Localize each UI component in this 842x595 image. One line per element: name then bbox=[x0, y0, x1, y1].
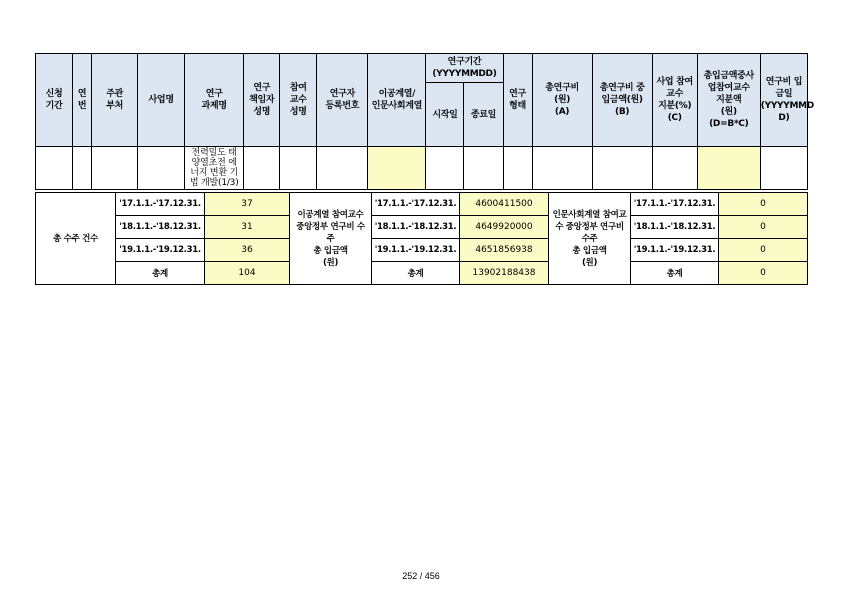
header-prof: 참여 교수 성명 bbox=[280, 54, 317, 147]
header-field: 이공계열/ 인문사회계열 bbox=[368, 54, 426, 147]
header-total-fund: 총연구비 (원) (A) bbox=[532, 54, 592, 147]
hum-total-amount: 0 bbox=[719, 262, 808, 285]
sci-period: '19.1.1.-'19.12.31. bbox=[372, 239, 460, 262]
sci-total-amount: 13902188438 bbox=[460, 262, 549, 285]
summary-row bbox=[36, 239, 808, 262]
cell-total-fund bbox=[532, 147, 592, 190]
sci-total-label: 총계 bbox=[372, 262, 460, 285]
hum-period: '18.1.1.-'18.12.31. bbox=[631, 216, 719, 239]
cell-end bbox=[464, 147, 503, 190]
count-value: 31 bbox=[205, 216, 290, 239]
cell-prof-amount bbox=[697, 147, 760, 190]
sci-period: '17.1.1.-'17.12.31. bbox=[372, 193, 460, 216]
header-no: 연 번 bbox=[73, 54, 92, 147]
header-reg-no: 연구자 등록번호 bbox=[317, 54, 368, 147]
count-period: '17.1.1.-'17.12.31. bbox=[116, 193, 205, 216]
cell-period bbox=[36, 147, 73, 190]
cell-no bbox=[73, 147, 92, 190]
total-count-label: 총 수주 건수 bbox=[36, 193, 116, 285]
header-start: 시작일 bbox=[426, 83, 464, 147]
sci-funding-label: 이공계열 참여교수 중앙정부 연구비 수 주 총 입금액 (원) bbox=[290, 193, 372, 285]
header-type: 연구 형태 bbox=[503, 54, 532, 147]
header-pi: 연구 책임자 성명 bbox=[244, 54, 280, 147]
count-period: '19.1.1.-'19.12.31. bbox=[116, 239, 205, 262]
count-value: 36 bbox=[205, 239, 290, 262]
cell-share bbox=[652, 147, 697, 190]
sci-amount: 4649920000 bbox=[460, 216, 549, 239]
cell-pi bbox=[244, 147, 280, 190]
count-period: '18.1.1.-'18.12.31. bbox=[116, 216, 205, 239]
header-duration: 연구기간 (YYYYMMDD) bbox=[426, 54, 503, 83]
hum-amount: 0 bbox=[719, 239, 808, 262]
table-row bbox=[36, 147, 808, 190]
summary-table bbox=[35, 192, 808, 285]
research-projects-table bbox=[35, 53, 814, 190]
header-end: 종료일 bbox=[464, 83, 503, 147]
hum-amount: 0 bbox=[719, 193, 808, 216]
header-prof-amount: 총입금액중사 업참여교수 지분액 (원) (D=B*C) bbox=[697, 54, 760, 147]
hum-amount: 0 bbox=[719, 216, 808, 239]
cell-prof bbox=[280, 147, 317, 190]
cell-receipt-date bbox=[760, 147, 807, 190]
hum-total-label: 총계 bbox=[631, 262, 719, 285]
header-period: 신청 기간 bbox=[36, 54, 73, 147]
sci-period: '18.1.1.-'18.12.31. bbox=[372, 216, 460, 239]
summary-row bbox=[36, 216, 808, 239]
hum-funding-label: 인문사회계열 참여교 수 중앙정부 연구비 수주 총 입금액 (원) bbox=[549, 193, 631, 285]
hum-period: '17.1.1.-'17.12.31. bbox=[631, 193, 719, 216]
cell-field bbox=[368, 147, 426, 190]
header-title: 연구 과제명 bbox=[185, 54, 244, 147]
cell-program bbox=[138, 147, 185, 190]
cell-dept bbox=[92, 147, 138, 190]
count-total-value: 104 bbox=[205, 262, 290, 285]
cell-title: 전력밀도 태 양열초전 에 너지 변환 기 법 개발(1/3) bbox=[185, 147, 244, 190]
cell-type bbox=[503, 147, 532, 190]
cell-received bbox=[592, 147, 652, 190]
sci-amount: 4651856938 bbox=[460, 239, 549, 262]
count-value: 37 bbox=[205, 193, 290, 216]
header-dept: 주관 부처 bbox=[92, 54, 138, 147]
summary-total-row bbox=[36, 262, 808, 285]
cell-reg-no bbox=[317, 147, 368, 190]
header-program: 사업명 bbox=[138, 54, 185, 147]
header-share: 사업 참여 교수 지분(%) (C) bbox=[652, 54, 697, 147]
count-total-label: 총계 bbox=[116, 262, 205, 285]
hum-period: '19.1.1.-'19.12.31. bbox=[631, 239, 719, 262]
page-number: 252 / 456 bbox=[402, 571, 440, 581]
summary-row bbox=[36, 193, 808, 216]
header-receipt-date: 연구비 입 금일 (YYYYMMD D) bbox=[760, 54, 807, 147]
header-received: 총연구비 중 입금액(원) (B) bbox=[592, 54, 652, 147]
sci-amount: 4600411500 bbox=[460, 193, 549, 216]
cell-start bbox=[426, 147, 464, 190]
